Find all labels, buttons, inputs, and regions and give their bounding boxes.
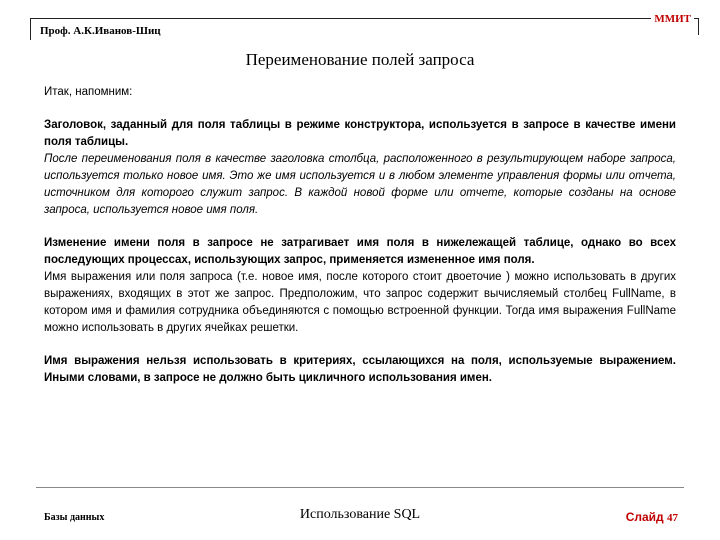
footer-topic: Использование SQL: [299, 507, 421, 522]
footer-divider: [36, 487, 684, 488]
slide-label: Слайд: [625, 510, 664, 524]
lead-text: Итак, напомним:: [44, 86, 133, 98]
header-frame-left: [30, 18, 31, 40]
slide-number: 47: [667, 512, 678, 524]
paragraph-1-italic: После переименования поля в качестве заголовка столбца, расположенного в результирующем наборе запроса, используется только новое имя. Это же имя используется и в любом элементе управления формы или отчета, источником для которого служит запрос. В каждой новой форме или отчете, которые созданы на основе запроса, используется новое имя поля.: [44, 153, 676, 216]
organization-label: ММИТ: [651, 13, 694, 25]
slide-title: Переименование полей запроса: [245, 50, 475, 69]
slide-number-block: [626, 510, 678, 524]
author-name: Проф. А.К.Иванов-Шиц: [40, 25, 161, 37]
footer-course: Базы данных: [44, 512, 105, 523]
paragraph-2-bold: Изменение имени поля в запросе не затрагивает имя поля в нижележащей таблице, однако во всех последующих процессах, использующих запрос, применяется измененное имя поля.: [44, 237, 676, 266]
slide-content: [44, 84, 676, 387]
paragraph-3-bold: Имя выражения нельзя использовать в критериях, ссылающихся на поля, используемые выражением. Иными словами, в запросе не должно быть цикличного использования имен.: [44, 355, 676, 384]
paragraph-1-bold: Заголовок, заданный для поля таблицы в режиме конструктора, используется в запросе в качестве имени поля таблицы.: [44, 119, 676, 148]
paragraph-2-normal: Имя выражения или поля запроса (т.е. новое имя, после которого стоит двоеточие ) можно использовать в других выражениях, входящих в этот же запрос. Предположим, что запрос содержит вычисляемый столбец FullName, в котором имя и фамилия сотрудника объединяются с помощью встроенной функции. Тогда имя выражения FullName можно использовать в других ячейках решетки.: [44, 271, 676, 334]
